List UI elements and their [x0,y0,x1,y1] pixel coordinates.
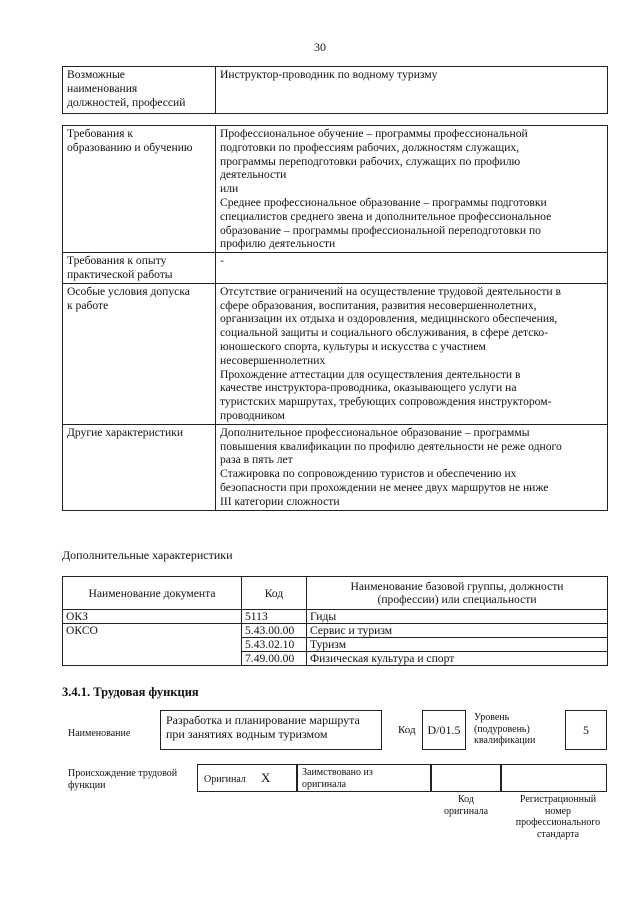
education-value: Профессиональное обучение – программы профессиональной подготовки по профессиям рабочих, должностям служащих, программы переподготовки рабочих, служащих по профилю деятельности или Среднее профессиональное образование – программы подготовки специалистов среднего звена и дополнительное профессиональное образование – программы профессиональной переподготовки по профилю деятельности [216,126,608,253]
header-code: Код [242,577,307,610]
other-value: Дополнительное профессиональное образование – программы повышения квалификации по профилю деятельности не реже одного раза в пять лет Стажировка по сопровождению туристов и обеспечению их безопасности при прохождении не менее двух маршрутов не ниже III категории сложности [216,424,608,510]
row-code: 5.43.00.00 [242,624,307,638]
header-name: Наименование базовой группы, должности (профессии) или специальности [307,577,608,610]
function-heading: 3.4.1. Трудовая функция [62,685,199,699]
table-header-row [63,577,608,610]
qualification-level-label: Уровень (подуровень) квалификации [474,712,536,746]
original-box [197,764,297,792]
function-name-box: Разработка и планирование маршрута при занятиях водным туризмом [160,710,382,750]
table-row [63,67,608,114]
table-row [63,624,608,638]
origin-label: Происхождение трудовой функции [68,768,178,791]
row-name: Сервис и туризм [307,624,608,638]
admission-value: Отсутствие ограничений на осуществление трудовой деятельности в сфере образования, воспитания, развития несовершеннолетних, организации их отдыха и оздоровления, медицинского обеспечения, социальной защиты и социального обслуживания, в сфере детско- юношеского спорта, культуры и искусства с участием несовершеннолетних Прохождение аттестации для осуществления деятельности в качестве инструктора-проводника, оказывающего услуги на туристских маршрутах, требующих сопровождения инструктором- проводником [216,283,608,424]
original-code-caption: Код оригинала [443,794,489,817]
requirements-table [62,125,608,511]
additional-table [62,576,608,666]
reg-number-box [501,764,607,792]
header-doc: Наименование документа [63,577,242,610]
original-code-box [431,764,501,792]
row-doc: ОКСО [63,624,242,666]
table-row [63,283,608,424]
experience-value: - [216,253,608,284]
table-row [63,424,608,510]
qualification-level-box: 5 [565,710,607,750]
function-code-box: D/01.5 [422,710,466,750]
page-number: 30 [314,40,326,54]
borrowed-box: Заимствовано из оригинала [297,764,431,792]
additional-title: Дополнительные характеристики [62,548,233,562]
original-label: Оригинал [204,774,246,785]
positions-table [62,66,608,114]
function-name-label: Наименование [68,728,131,739]
positions-value: Инструктор-проводник по водному туризму [216,67,608,114]
row-name: Гиды [307,610,608,624]
experience-label: Требования к опыту практической работы [63,253,216,284]
admission-label: Особые условия допуска к работе [63,283,216,424]
row-doc: ОКЗ [63,610,242,624]
table-row [63,610,608,624]
function-code-label: Код [398,724,416,736]
original-mark: X [261,770,271,785]
education-label: Требования к образованию и обучению [63,126,216,253]
table-row [63,126,608,253]
row-name: Физическая культура и спорт [307,652,608,666]
row-code: 5113 [242,610,307,624]
other-label: Другие характеристики [63,424,216,510]
row-code: 7.49.00.00 [242,652,307,666]
positions-label: Возможные наименования должностей, профессий [63,67,216,114]
reg-number-caption: Регистрационный номер профессионального стандарта [515,794,601,840]
table-row [63,253,608,284]
row-name: Туризм [307,638,608,652]
row-code: 5.43.02.10 [242,638,307,652]
